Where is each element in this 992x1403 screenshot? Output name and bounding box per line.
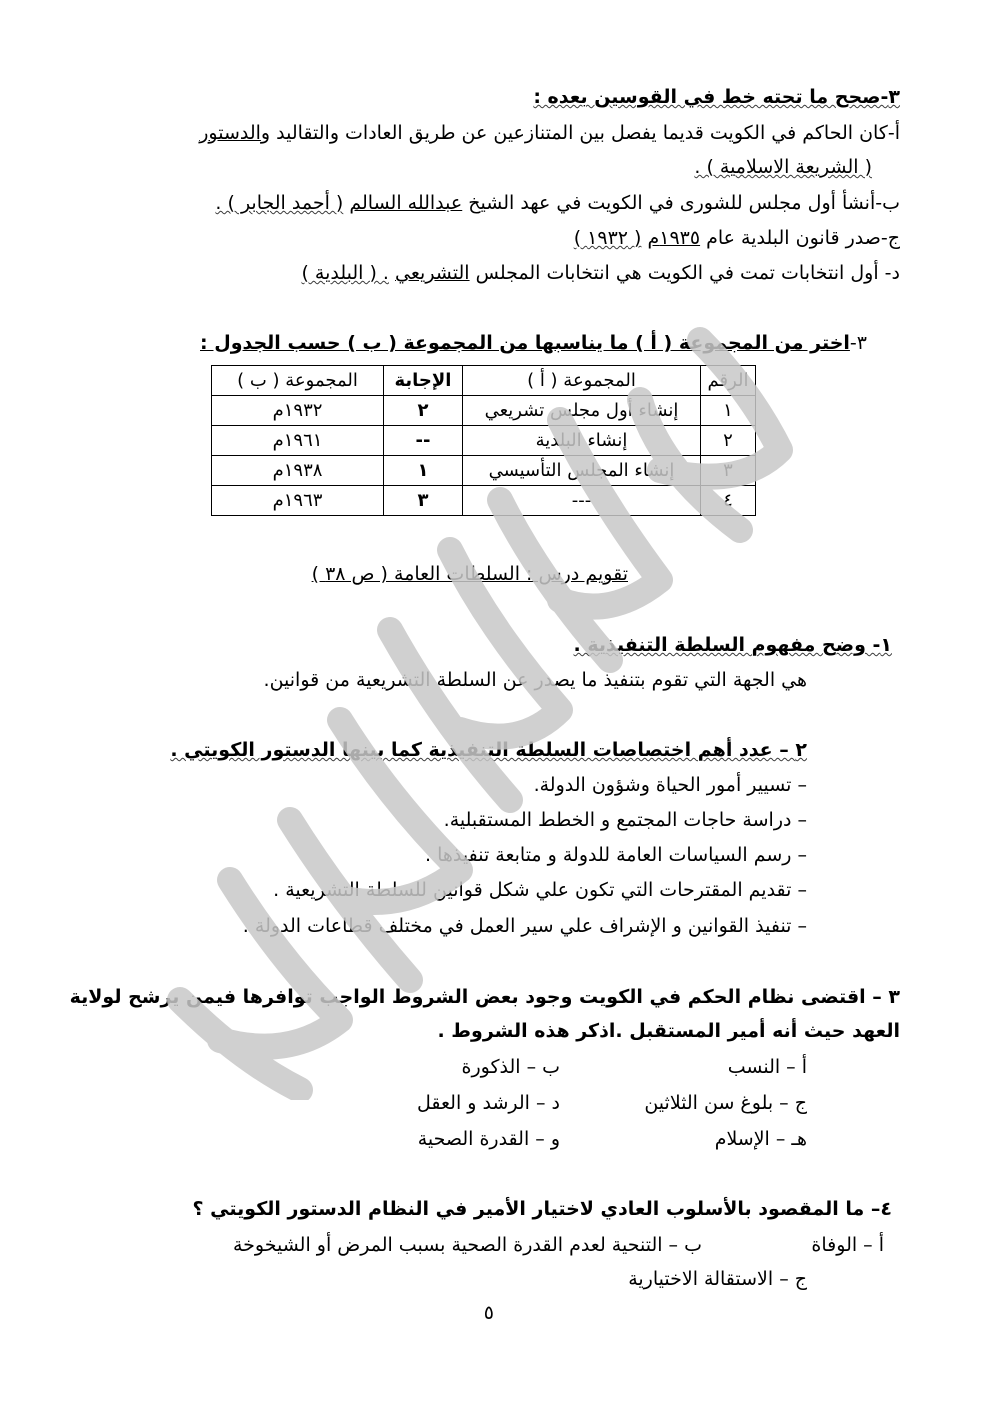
cell-answer: ٢ [384,396,463,426]
table-row [212,396,756,426]
cell-group-a: --- [463,486,701,516]
table-row [212,456,756,486]
condition-item: أ – النسب [727,1056,807,1078]
cell-num: ١ [701,396,756,426]
q4-title: ٤– ما المقصود بالأسلوب العادي لاختيار الأمير في النظام الدستور الكويتي ؟ [192,1198,892,1220]
section-title: تقويم درس : السلطات العامة ( ص ٣٨ ) [311,563,628,585]
q3-correct-a: أ-كان الحاكم في الكويت قديما يفصل بين المتنازعين عن طريق العادات والتقاليد والدستور [199,122,900,144]
q2-item: – تسيير أمور الحياة وشؤون الدولة. [533,774,807,796]
q4-item: ب – التنحية لعدم القدرة الصحية بسبب المرض أو الشيخوخة [232,1234,702,1256]
q3-correct-a-answer: ( الشريعة الاسلامية ) . [694,156,872,178]
header-num: الرقم [701,366,756,396]
q1-answer: هي الجهة التي تقوم بتنفيذ ما يصدر عن السلطة التشريعية من قوانين. [263,669,807,691]
cell-num: ٢ [701,426,756,456]
header-group-b: المجموعة ( ب ) [212,366,384,396]
q3-match-title: ٣-اختر من المجموعة ( أ ) ما يناسبها من المجموعة ( ب ) حسب الجدول : [200,332,867,354]
page-number: ٥ [483,1302,494,1324]
table-row [212,426,756,456]
q3-correct-title: ٣-صحح ما تحته خط في القوسين بعده : [533,86,900,108]
cell-answer: ٣ [384,486,463,516]
q2-item: – تنفيذ القوانين و الإشراف علي سير العمل في مختلف قطاعات الدولة . [242,915,807,937]
condition-item: هـ – الإسلام [714,1128,807,1150]
q4-item: ج – الاستقالة الاختيارية [628,1268,807,1290]
q4-item: أ – الوفاة [811,1234,884,1256]
cell-group-b: ١٩٣٨م [212,456,384,486]
cell-answer: ١ [384,456,463,486]
cell-num: ٤ [701,486,756,516]
header-group-a: المجموعة ( أ ) [463,366,701,396]
cell-group-a: إنشاء البلدية [463,426,701,456]
cell-num: ٣ [701,456,756,486]
cell-group-b: ١٩٦٣م [212,486,384,516]
cell-group-b: ١٩٦١م [212,426,384,456]
header-answer: الإجابة [384,366,463,396]
table-row [212,486,756,516]
q3-conditions-title-2: العهد حيث أنه أمير المستقبل .اذكر هذه الشروط . [437,1020,900,1042]
condition-item: و – القدرة الصحية [417,1128,560,1150]
q3-correct-c: ج-صدر قانون البلدية عام ١٩٣٥م ( ١٩٣٢ ) [573,227,900,249]
q3-correct-d: د- أول انتخابات تمت في الكويت هي انتخابات المجلس التشريعي . ( البلدية ) [301,262,900,284]
table-header-row [212,366,756,396]
cell-group-a: إنشاء أول مجلس تشريعي [463,396,701,426]
q2-item: – تقديم المقترحات التي تكون علي شكل قوانين للسلطة التشريعية . [273,879,807,901]
condition-item: ج – بلوغ سن الثلاثين [644,1092,807,1114]
match-table [211,365,756,516]
q3-conditions-title-1: ٣ – اقتضى نظام الحكم في الكويت وجود بعض الشروط الواجب توافرها فيمن يرشح لولاية [69,986,900,1008]
cell-group-a: إنشاء المجلس التأسيسي [463,456,701,486]
q2-item: – رسم السياسات العامة للدولة و متابعة تنفيذها . [425,844,807,866]
q3-correct-b: ب-أنشأ أول مجلس للشورى في الكويت في عهد الشيخ عبدالله السالم ( أحمد الجابر ) . [215,192,900,214]
condition-item: ب – الذكورة [461,1056,560,1078]
cell-group-b: ١٩٣٢م [212,396,384,426]
q2-item: – دراسة حاجات المجتمع و الخطط المستقبلية. [443,809,807,831]
q1-title: ١- وضح مفهوم السلطة التنفيذية . [573,634,892,656]
q2-title: ٢ – عدد أهم اختصاصات السلطة التنفيذية كما بينها الدستور الكويتي . [170,739,807,761]
cell-answer: -- [384,426,463,456]
condition-item: د – الرشد و العقل [417,1092,560,1114]
